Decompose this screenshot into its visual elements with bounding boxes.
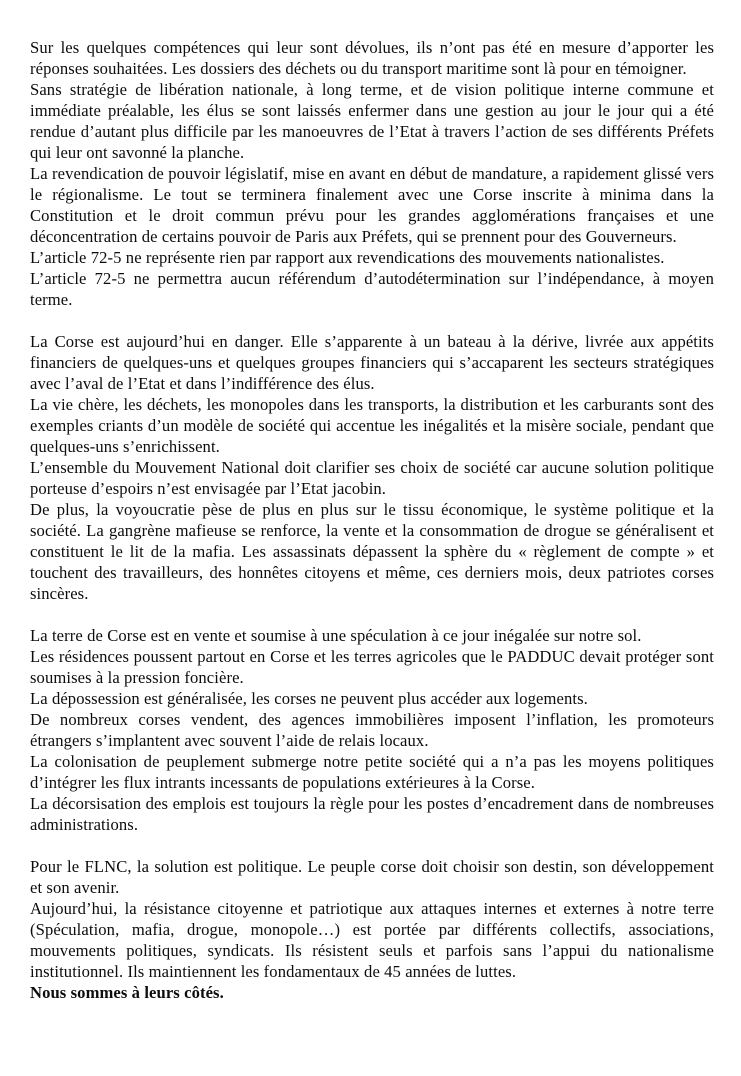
document-body	[30, 37, 714, 1003]
paragraph: Sans stratégie de libération nationale, à long terme, et de vision politique interne commune et immédiate préalable, les élus se sont laissés enfermer dans une gestion au jour le jour qui a été rendue d’autant plus difficile par les manoeuvres de l’Etat à travers l’action de ses différents Préfets qui leur ont savonné la planche.	[30, 80, 714, 162]
paragraph: De nombreux corses vendent, des agences immobilières imposent l’inflation, les promoteurs étrangers s’implantent avec souvent l’aide de relais locaux.	[30, 710, 714, 750]
closing-statement: Nous sommes à leurs côtés.	[30, 983, 224, 1002]
paragraph: L’article 72-5 ne permettra aucun référendum d’autodétermination sur l’indépendance, à moyen terme.	[30, 269, 714, 309]
paragraph: La décorsisation des emplois est toujours la règle pour les postes d’encadrement dans de nombreuses administrations.	[30, 794, 714, 834]
paragraph: La terre de Corse est en vente et soumise à une spéculation à ce jour inégalée sur notre sol.	[30, 626, 642, 645]
paragraph: La Corse est aujourd’hui en danger. Elle s’apparente à un bateau à la dérive, livrée aux appétits financiers de quelques-uns et quelques groupes financiers qui s’accaparent les secteurs stratégiques avec l’aval de l’Etat et dans l’indifférence des élus.	[30, 332, 714, 393]
paragraph: La revendication de pouvoir législatif, mise en avant en début de mandature, a rapidement glissé vers le régionalisme. Le tout se terminera finalement avec une Corse inscrite à minima dans la Constitution et le droit commun prévu pour les grandes agglomérations françaises et une déconcentration de certains pouvoir de Paris aux Préfets, qui se prennent pour des Gouverneurs.	[30, 164, 714, 246]
paragraph: L’article 72-5 ne représente rien par rapport aux revendications des mouvements nationalistes.	[30, 248, 665, 267]
paragraph: Les résidences poussent partout en Corse et les terres agricoles que le PADDUC devait protéger sont soumises à la pression foncière.	[30, 647, 714, 687]
paragraph: La dépossession est généralisée, les corses ne peuvent plus accéder aux logements.	[30, 689, 588, 708]
paragraph: L’ensemble du Mouvement National doit clarifier ses choix de société car aucune solution politique porteuse d’espoirs n’est envisagée par l’Etat jacobin.	[30, 458, 714, 498]
paragraph: La colonisation de peuplement submerge notre petite société qui a n’a pas les moyens politiques d’intégrer les flux intrants incessants de populations extérieures à la Corse.	[30, 752, 714, 792]
paragraph: Sur les quelques compétences qui leur sont dévolues, ils n’ont pas été en mesure d’apporter les réponses souhaitées. Les dossiers des déchets ou du transport maritime sont là pour en témoigner.	[30, 38, 714, 78]
paragraph: De plus, la voyoucratie pèse de plus en plus sur le tissu économique, le système politique et la société. La gangrène mafieuse se renforce, la vente et la consommation de drogue se généralisent et constituent le lit de la mafia. Les assassinats dépassent la sphère du « règlement de compte » et touchent des travailleurs, des honnêtes citoyens et même, ces derniers mois, deux patriotes corses sincères.	[30, 500, 714, 603]
paragraph: La vie chère, les déchets, les monopoles dans les transports, la distribution et les carburants sont des exemples criants d’un modèle de société qui accentue les inégalités et la misère sociale, pendant que quelques-uns s’enrichissent.	[30, 395, 714, 456]
paragraph: Aujourd’hui, la résistance citoyenne et patriotique aux attaques internes et externes à notre terre (Spéculation, mafia, drogue, monopole…) est portée par différents collectifs, associations, mouvements politiques, syndicats. Ils résistent seuls et parfois sans l’appui du nationalisme institutionnel. Ils maintiennent les fondamentaux de 45 années de luttes.	[30, 899, 714, 981]
paragraph: Pour le FLNC, la solution est politique. Le peuple corse doit choisir son destin, son développement et son avenir.	[30, 857, 714, 897]
